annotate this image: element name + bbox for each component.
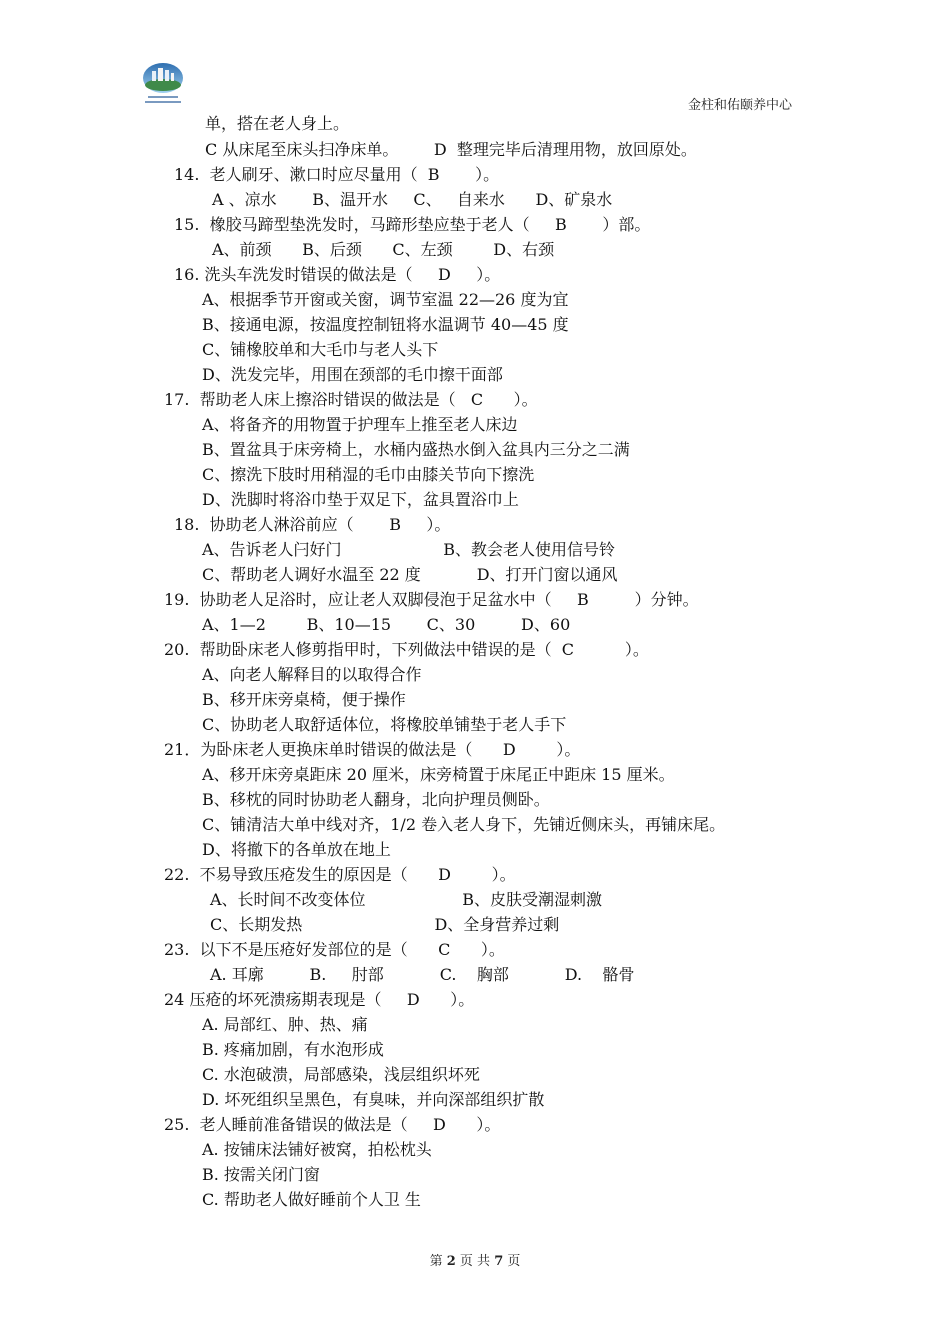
option-line: C、帮助老人调好水温至 22 度 D、打开门窗以通风 (202, 565, 618, 584)
question-23: 23. 以下不是压疮好发部位的是（ C ）。 (164, 940, 505, 959)
question-21: 21．为卧床老人更换床单时错误的做法是（ D ）。 (164, 740, 581, 759)
option-line: C. 帮助老人做好睡前个人卫 生 (202, 1190, 421, 1209)
option-line: A、告诉老人闩好门 B、教会老人使用信号铃 (202, 540, 616, 559)
question-25: 25. 老人睡前准备错误的做法是（ D ）。 (164, 1115, 501, 1134)
option-line: C、铺橡胶单和大毛巾与老人头下 (202, 340, 439, 359)
option-line: A、向老人解释目的以取得合作 (202, 665, 422, 684)
option-line: B. 疼痛加剧，有水泡形成 (202, 1040, 384, 1059)
option-line: B、接通电源，按温度控制钮将水温调节 40—45 度 (202, 315, 569, 334)
option-line: C、擦洗下肢时用稍湿的毛巾由膝关节向下擦洗 (202, 465, 535, 484)
option-line: A. 按铺床法铺好被窝，拍松枕头 (202, 1140, 432, 1159)
text-line: C 从床尾至床头扫净床单。 D 整理完毕后清理用物，放回原处。 (205, 140, 697, 159)
option-line: B. 按需关闭门窗 (202, 1165, 320, 1184)
logo-emblem-icon (138, 58, 188, 108)
option-line: A、长时间不改变体位 B、皮肤受潮湿刺激 (210, 890, 602, 909)
total-pages-number: 7 (494, 1254, 504, 1269)
option-line: A、将备齐的用物置于护理车上推至老人床边 (202, 415, 518, 434)
footer-prefix: 第 (429, 1254, 443, 1269)
option-line: A、前颈 B、后颈 C、左颈 D、右颈 (212, 240, 555, 259)
current-page-number: 2 (446, 1254, 456, 1269)
footer-mid: 页 共 (459, 1254, 491, 1269)
question-15: 15. 橡胶马蹄型垫洗发时，马蹄形垫应垫于老人（ B ）部。 (174, 215, 651, 234)
question-18: 18. 协助老人淋浴前应（ B ）。 (174, 515, 451, 534)
option-line: B、置盆具于床旁椅上，水桶内盛热水倒入盆具内三分之二满 (202, 440, 630, 459)
question-22: 22. 不易导致压疮发生的原因是（ D ）。 (164, 865, 516, 884)
option-line: D. 坏死组织呈黑色，有臭味，并向深部组织扩散 (202, 1090, 545, 1109)
option-line: A、移开床旁桌距床 20 厘米，床旁椅置于床尾正中距床 15 厘米。 (202, 765, 675, 784)
option-line: B、移枕的同时协助老人翻身，北向护理员侧卧。 (202, 790, 550, 809)
option-line: C、协助老人取舒适体位，将橡胶单铺垫于老人手下 (202, 715, 567, 734)
question-16: 16. 洗头车洗发时错误的做法是（ D ）。 (174, 265, 501, 284)
question-20: 20. 帮助卧床老人修剪指甲时，下列做法中错误的是（ C ）。 (164, 640, 649, 659)
option-line: D、将撤下的各单放在地上 (202, 840, 391, 859)
option-line: A 、凉水 B、温开水 C、 自来水 D、矿泉水 (212, 190, 613, 209)
page-footer (0, 1250, 950, 1269)
question-24: 24 压疮的坏死溃疡期表现是（ D ）。 (164, 990, 475, 1009)
option-line: C. 水泡破溃，局部感染，浅层组织坏死 (202, 1065, 480, 1084)
question-17: 17. 帮助老人床上擦浴时错误的做法是（ C ）。 (164, 390, 538, 409)
option-line: A. 局部红、肿、热、痛 (202, 1015, 368, 1034)
question-14: 14. 老人刷牙、漱口时应尽量用（ B ）。 (174, 165, 500, 184)
option-line: D、洗发完毕，用围在颈部的毛巾擦干面部 (202, 365, 503, 384)
footer-suffix: 页 (507, 1254, 521, 1269)
option-line: C、铺清洁大单中线对齐，1/2 卷入老人身下，先铺近侧床头，再铺床尾。 (202, 815, 726, 834)
option-line: A. 耳廓 B. 肘部 C. 胸部 D. 骼骨 (210, 965, 635, 984)
option-line: D、洗脚时将浴巾垫于双足下，盆具置浴巾上 (202, 490, 519, 509)
header-org-name: 金柱和佑颐养中心 (688, 98, 793, 113)
option-line: A、根据季节开窗或关窗，调节室温 22—26 度为宜 (202, 290, 569, 309)
question-19: 19. 协助老人足浴时，应让老人双脚侵泡于足盆水中（ B ）分钟。 (164, 590, 699, 609)
text-line: 单，搭在老人身上。 (205, 114, 350, 133)
option-line: B、移开床旁桌椅，便于操作 (202, 690, 406, 709)
option-line: A、1—2 B、10—15 C、30 D、60 (202, 615, 571, 634)
option-line: C、长期发热 D、全身营养过剩 (210, 915, 560, 934)
page-logo (138, 58, 188, 108)
